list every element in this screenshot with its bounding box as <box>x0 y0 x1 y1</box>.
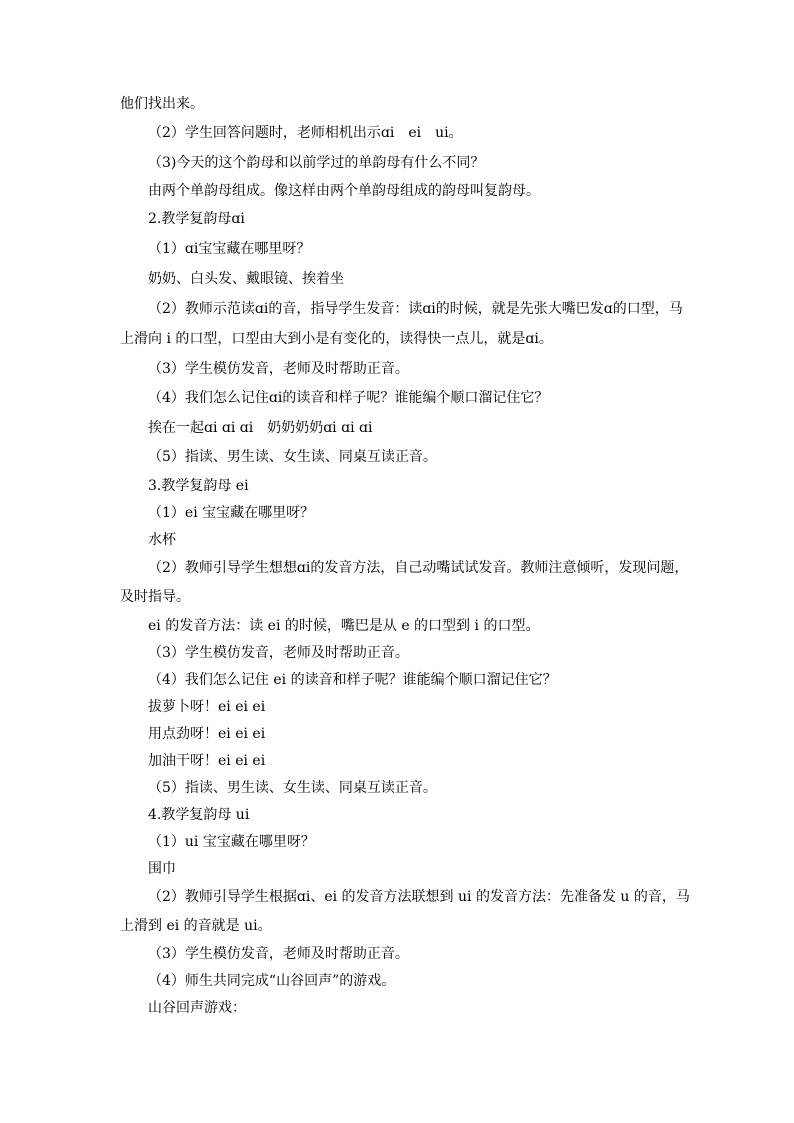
text-line: （4）我们怎么记住ɑi的读音和样子呢？谁能编个顺口溜记住它？ <box>148 390 549 406</box>
text-line: （2）学生回答问题时，老师相机出示ɑi ei ui。 <box>148 125 463 141</box>
text-line: （3）学生模仿发音，老师及时帮助正音。 <box>148 361 409 377</box>
text-line: 奶奶、白头发、戴眼镜、挨着坐 <box>148 271 344 287</box>
text-line: 由两个单韵母组成。像这样由两个单韵母组成的韵母叫复韵母。 <box>148 183 540 199</box>
text-line: 山谷回声游戏： <box>148 1000 246 1016</box>
text-line: （4）师生共同完成“山谷回声”的游戏。 <box>148 973 396 989</box>
text-line: （1）ei 宝宝藏在哪里呀？ <box>148 505 315 521</box>
text-line: 拔萝卜呀！ei ei ei <box>148 699 266 715</box>
text-line: （1）ɑi宝宝藏在哪里呀？ <box>148 241 311 257</box>
text-line: （3）学生模仿发音，老师及时帮助正音。 <box>148 645 409 661</box>
text-line: （2）教师引导学生根据ɑi、ei 的发音方法联想到 ui 的发音方法：先准备发 u 的音，马 <box>148 889 690 905</box>
text-line: 用点劲呀！ei ei ei <box>148 726 266 742</box>
section-heading: 4.教学复韵母 ui <box>148 807 250 823</box>
text-line: （3)今天的这个韵母和以前学过的单韵母有什么不同？ <box>148 155 485 171</box>
section-heading: 3.教学复韵母 ei <box>148 478 249 494</box>
text-line: ei 的发音方法：读 ei 的时候，嘴巴是从 e 的口型到 i 的口型。 <box>148 618 540 634</box>
text-line: 他们找出来。 <box>120 96 204 112</box>
text-line: 及时指导。 <box>120 589 190 605</box>
text-line: （1）ui 宝宝藏在哪里呀？ <box>148 834 315 850</box>
text-line: 水杯 <box>148 532 176 548</box>
text-line: （3）学生模仿发音，老师及时帮助正音。 <box>148 946 409 962</box>
text-line: （2）教师示范读ɑi的音，指导学生发音：读ɑi的时候，就是先张大嘴巴发ɑ的口型，马 <box>148 301 683 317</box>
text-line: 围巾 <box>148 861 176 877</box>
text-line: （2）教师引导学生想想ɑi的发音方法，自己动嘴试试发音。教师注意倾听，发现问题， <box>148 560 689 576</box>
text-line: 加油干呀！ei ei ei <box>148 753 266 769</box>
text-line: 上滑向 i 的口型，口型由大到小是有变化的，读得快一点儿，就是ɑi。 <box>120 331 553 347</box>
section-heading: 2.教学复韵母ɑi <box>148 211 245 227</box>
text-line: 上滑到 ei 的音就是 ui。 <box>120 918 272 934</box>
text-line: （5）指读、男生读、女生读、同桌互读正音。 <box>148 449 437 465</box>
text-line: （4）我们怎么记住 ei 的读音和样子呢？谁能编个顺口溜记住它？ <box>148 672 557 688</box>
text-line: 挨在一起ɑi ɑi ɑi 奶奶奶奶ɑi ɑi ɑi <box>148 420 373 436</box>
text-line: （5）指读、男生读、女生读、同桌互读正音。 <box>148 780 437 796</box>
